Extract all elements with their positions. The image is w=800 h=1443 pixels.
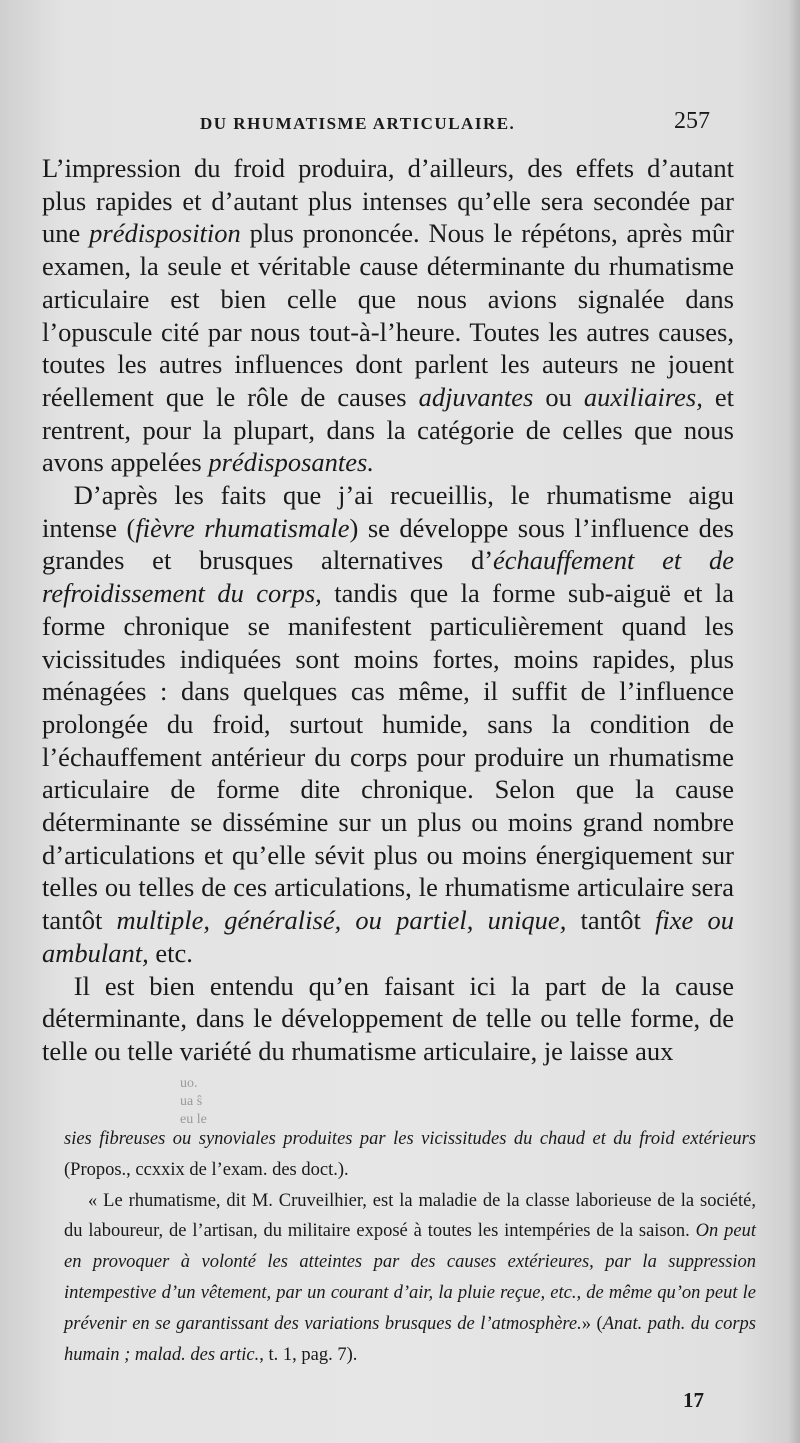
running-title: DU RHUMATISME ARTICULAIRE. <box>200 114 516 133</box>
footnote-quote: « Le rhumatisme, dit M. Cruveilhier, est la maladie de la classe laborieuse de la société, du laboureur, de l’artisan, du militaire exposé à toutes les intempéries de la saison. On peut en provoquer à volonté les atteintes par des causes extérieures, par la suppression intempestive d’un vêtement, par un courant d’air, la pluie reçue, etc., de même qu’on peut le prévenir en se garantissant des variations brusques de l’atmosphère.» (Anat. path. du corps humain ; malad. des artic., t. 1, pag. 7). <box>64 1190 756 1365</box>
paragraph-1: L’impression du froid produira, d’ailleurs, des effets d’autant plus rapides et d’autant plus intenses qu’elle sera secondée par une prédisposition plus prononcée. Nous le répétons, après mûr examen, la seule et véritable cause déterminante du rhumatisme articulaire est bien celle que nous avions signalée dans l’opuscule cité par nous tout-à-l’heure. Toutes les autres causes, toutes les autres influences dont parlent les auteurs ne jouent réellement que le rôle de causes adjuvantes ou auxiliaires, et rentrent, pour la plupart, dans la catégorie de celles que nous avons appelées prédisposantes. <box>42 153 735 478</box>
page-number: 257 <box>674 108 710 134</box>
footnote-continuation: sies fibreuses ou synoviales produites par les vicissitudes du chaud et du froid extérieurs (Propos., ccxxix de l’exam. des doct.). <box>64 1129 756 1180</box>
paragraph-3: Il est bien entendu qu’en faisant ici la part de la cause déterminante, dans le développement de telle ou telle forme, de telle ou telle variété du rhumatisme articulaire, je laisse aux <box>42 970 734 1066</box>
signature-mark: 17 <box>683 1388 704 1412</box>
page-edge-shadow <box>788 0 800 1443</box>
main-text <box>42 152 734 1068</box>
paragraph-2: D’après les faits que j’ai recueillis, le rhumatisme aigu intense (fièvre rhumatismale) se développe sous l’influence des grandes et brusques alternatives d’échauffement et de refroidissement du corps, tandis que la forme sub-aiguë et la forme chronique se manifestent particulièrement quand les vicissitudes indiquées sont moins fortes, moins rapides, plus ménagées : dans quelques cas même, il suffit de l’influence prolongée du froid, surtout humide, sans la condition de l’échauffement antérieur du corps pour produire un rhumatisme articulaire de forme dite chronique. Selon que la cause déterminante se dissémine sur un plus ou moins grand nombre d’articulations et qu’elle sévit plus ou moins énergiquement sur telles ou telles de ces articulations, le rhumatisme articulaire sera tantôt multiple, généralisé, ou partiel, unique, tantôt fixe ou ambulant, etc. <box>42 480 735 968</box>
bleed-through-text: uo. ua ŝ eu le <box>180 1076 207 1127</box>
page-header <box>60 108 720 138</box>
footnotes <box>64 1124 756 1370</box>
